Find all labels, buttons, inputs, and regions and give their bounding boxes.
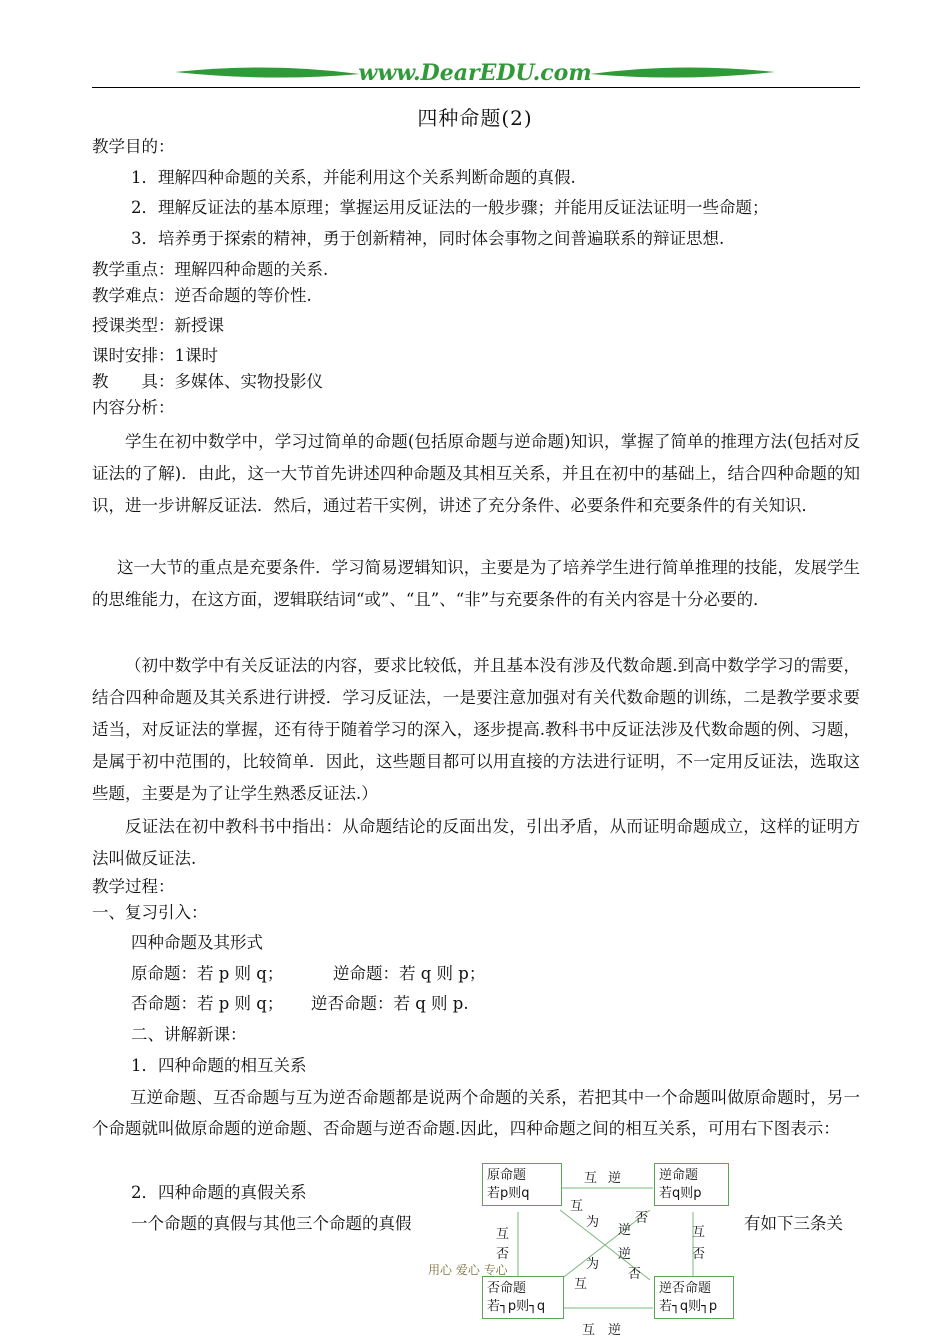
difficulty: 教学难点：逆否命题的等价性. bbox=[92, 286, 312, 305]
converse-box-form: 若q则p bbox=[659, 1185, 702, 1201]
bottom-label-2: 逆 bbox=[608, 1323, 622, 1338]
new-lesson-heading: 二、讲解新课： bbox=[131, 1025, 247, 1044]
tools: 教 具：多媒体、实物投影仪 bbox=[92, 372, 323, 391]
analysis-paragraph-1: 学生在初中数学中，学习过简单的命题(包括原命题与逆命题)知识，掌握了简单的推理方法(包括对反证法的了解)．由此，这一大节首先讲述四种命题及其相互关系，并且在初中的基础上，结合四种命题的知识，进一步讲解反证法．然后，通过若干实例，讲述了充分条件、必要条件和充要条件的有关知识． bbox=[92, 432, 860, 515]
inverse-box-title: 否命题 bbox=[487, 1281, 527, 1296]
four-propositions-diagram bbox=[478, 1160, 733, 1344]
goal-item-2: 2．理解反证法的基本原理；掌握运用反证法的一般步骤；并能用反证法证明一些命题； bbox=[131, 198, 769, 217]
cross-label-5: 逆 bbox=[618, 1247, 632, 1262]
goal-label: 教学目的： bbox=[92, 137, 175, 156]
right-label-1: 互 bbox=[692, 1225, 706, 1240]
subsection-1-heading: 1．四种命题的相互关系 bbox=[131, 1056, 307, 1075]
analysis-label: 内容分析： bbox=[92, 398, 175, 417]
cross-label-7: 为 bbox=[586, 1257, 600, 1272]
original-proposition: 原命题：若 p 则 q； bbox=[131, 964, 284, 983]
page-footer: 用心 爱心 专心 bbox=[428, 1263, 508, 1277]
contrapositive-proposition: 逆否命题：若 q 则 p. bbox=[311, 994, 469, 1013]
original-proposition-box bbox=[482, 1163, 562, 1206]
right-label-2: 否 bbox=[692, 1247, 706, 1262]
converse-proposition: 逆命题：若 q 则 p； bbox=[333, 964, 486, 983]
review-heading: 一、复习引入： bbox=[92, 903, 208, 922]
banner-site-text: www.DearEDU.com bbox=[358, 60, 592, 86]
analysis-paragraph-4: 反证法在初中教科书中指出：从命题结论的反面出发，引出矛盾，从而证明命题成立，这样的证明方法叫做反证法. bbox=[92, 817, 860, 868]
inverse-proposition-box bbox=[482, 1276, 564, 1319]
key-point: 教学重点：理解四种命题的关系. bbox=[92, 260, 329, 279]
truth-text-start: 一个命题的真假与其他三个命题的真假 bbox=[131, 1214, 412, 1233]
cross-label-6: 否 bbox=[628, 1267, 642, 1282]
lesson-type: 授课类型：新授课 bbox=[92, 316, 224, 335]
cross-label-3: 逆 bbox=[618, 1223, 632, 1238]
cross-label-1: 互 bbox=[570, 1199, 584, 1214]
contrapositive-box-form: 若┐q则┐p bbox=[659, 1298, 718, 1314]
converse-proposition-box bbox=[654, 1163, 729, 1206]
contrapositive-box-title: 逆否命题 bbox=[659, 1281, 712, 1296]
header-rule bbox=[92, 87, 860, 88]
analysis-paragraph-2: 这一大节的重点是充要条件．学习简易逻辑知识，主要是为了培养学生进行简单推理的技能，发展学生的思维能力，在这方面，逻辑联结词“或”、“且”、“非”与充要条件的有关内容是十分必要的． bbox=[92, 558, 860, 609]
page-title: 四种命题(2) bbox=[417, 106, 533, 130]
goal-item-3: 3．培养勇于探索的精神，勇于创新精神，同时体会事物之间普遍联系的辩证思想. bbox=[131, 229, 725, 248]
original-box-form: 若p则q bbox=[487, 1185, 530, 1201]
schedule: 课时安排：1课时 bbox=[92, 346, 218, 365]
truth-text-end: 有如下三条关 bbox=[744, 1214, 843, 1233]
left-label-1: 互 bbox=[496, 1227, 510, 1242]
process-label: 教学过程： bbox=[92, 877, 175, 896]
top-label-2: 逆 bbox=[608, 1171, 622, 1186]
cross-label-8: 互 bbox=[574, 1277, 588, 1292]
original-box-title: 原命题 bbox=[487, 1168, 527, 1183]
left-label-2: 否 bbox=[496, 1247, 510, 1262]
analysis-paragraph-3: （初中数学中有关反证法的内容，要求比较低，并且基本没有涉及代数命题.到高中数学学习的需要，结合四种命题及其关系进行讲授．学习反证法，一是要注意加强对有关代数命题的训练，二是教学要求要适当，对反证法的掌握，还有待于随着学习的深入，逐步提高.教科书中反证法涉及代数命题的例、习题，是属于初中范围的，比较简单．因此，这些题目都可以用直接的方法进行证明，不一定用反证法，选取这些题，主要是为了让学生熟悉反证法.） bbox=[92, 656, 860, 803]
relation-paragraph: 互逆命题、互否命题与互为逆否命题都是说两个命题的关系，若把其中一个命题叫做原命题时，另一个命题就叫做原命题的逆命题、否命题与逆否命题.因此，四种命题之间的相互关系，可用右下图表示： bbox=[92, 1088, 860, 1138]
top-label-1: 互 bbox=[584, 1171, 598, 1186]
goal-item-1: 1．理解四种命题的关系，并能利用这个关系判断命题的真假. bbox=[131, 168, 576, 187]
cross-label-2: 为 bbox=[586, 1215, 600, 1230]
cross-label-4: 否 bbox=[635, 1211, 649, 1226]
inverse-proposition: 否命题：若 p 则 q； bbox=[131, 994, 284, 1013]
forms-title: 四种命题及其形式 bbox=[131, 933, 263, 952]
inverse-box-form: 若┐p则┐q bbox=[487, 1298, 546, 1314]
bottom-label-1: 互 bbox=[582, 1323, 596, 1338]
contrapositive-proposition-box bbox=[654, 1276, 734, 1319]
subsection-2-heading: 2．四种命题的真假关系 bbox=[131, 1183, 307, 1202]
converse-box-title: 逆命题 bbox=[659, 1168, 699, 1183]
